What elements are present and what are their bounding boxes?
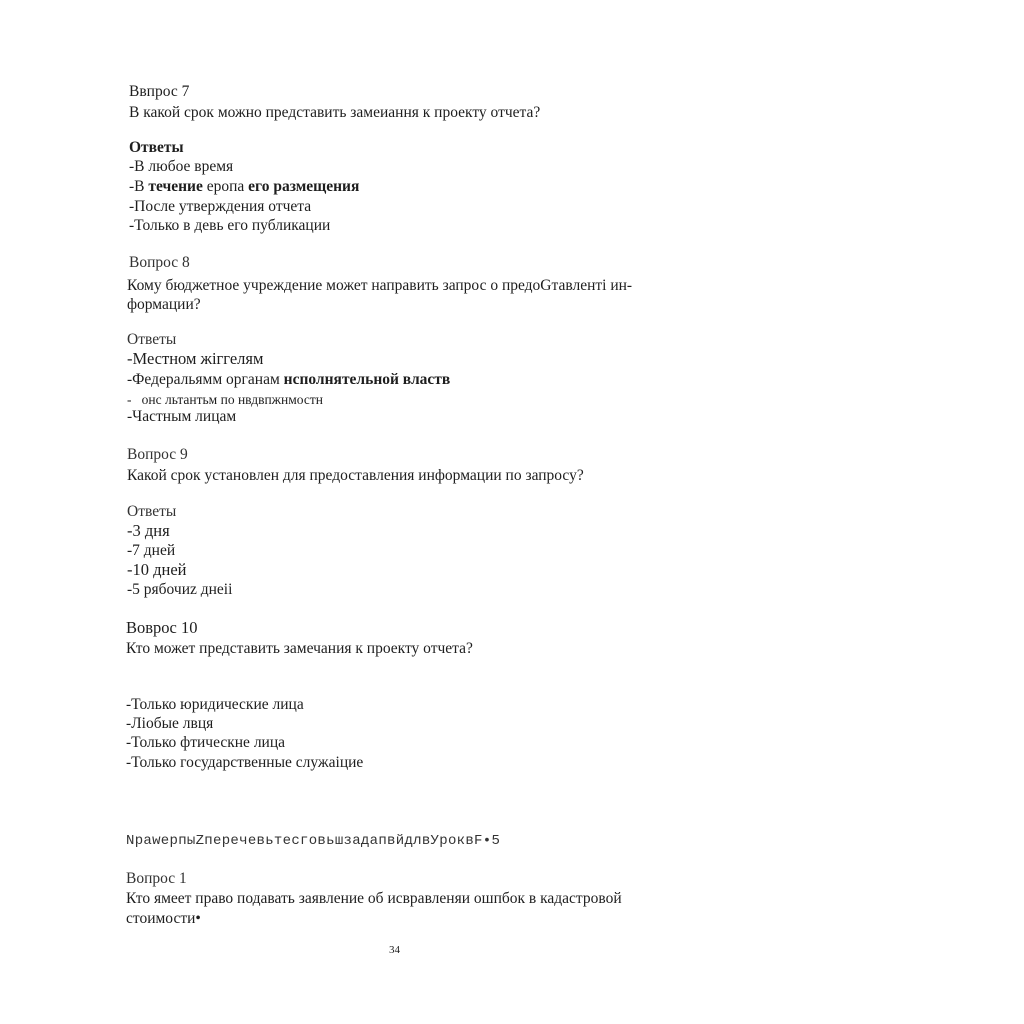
question-1-text-continued: стоимости• — [126, 910, 201, 927]
page-number: 34 — [389, 944, 400, 956]
answer-option: -Лiобые лвця — [126, 715, 214, 732]
answer-option: -3 дня — [127, 521, 170, 540]
answer-part: -В — [129, 178, 149, 195]
answer-part: течение — [148, 178, 203, 195]
answers-label: Ответы — [129, 139, 184, 156]
answers-label: Ответы — [127, 503, 177, 520]
answer-part: онс льтантьм по нвдвпжнмостн — [141, 392, 323, 407]
question-7-number: Ввпрос 7 — [129, 83, 190, 100]
question-10-text: Кто может представить замечания к проекту отчета? — [126, 640, 473, 657]
answer-part: - — [127, 392, 132, 407]
question-9-text: Какой срок установлен для предоставления информации по запросу? — [127, 467, 584, 484]
question-7-text: В какой срок можно представить замеиання к проекту отчета? — [129, 104, 541, 121]
question-10-number: Вовроc 10 — [126, 618, 198, 637]
answer-option — [129, 177, 359, 196]
answer-option: -5 рябочиz днеii — [127, 581, 233, 598]
answer-option: -В любое время — [129, 158, 234, 175]
answer-option: -Только государственные служаiцие — [126, 754, 364, 771]
answer-option: -Местном жiггелям — [127, 349, 264, 368]
answer-part: еропа — [202, 178, 249, 195]
question-8-number: Вопрос 8 — [129, 254, 190, 271]
answer-part: -Федеральямм органам — [127, 371, 284, 388]
answer-option: -10 дней — [127, 560, 187, 579]
answer-part: его размещения — [248, 178, 360, 195]
question-1-text: Кто ямеет право подавать заявление об исвравленяи ошпбок в кадастровой — [126, 890, 622, 907]
answer-option: -7 дней — [127, 542, 176, 559]
answers-label: Ответы — [127, 331, 177, 348]
question-1-number: Вопрос 1 — [126, 870, 187, 887]
answer-option: -После утверждения отчета — [129, 198, 312, 215]
question-8-text-continued: формации? — [127, 296, 201, 313]
answer-option: -Только юридические лица — [126, 696, 304, 713]
question-9-number: Вопрос 9 — [127, 446, 188, 463]
answer-option — [127, 370, 450, 389]
section-heading: NpawерпыZперечевьтесговьшзадапвйдлвУроквF•5 — [126, 833, 501, 849]
answer-option: -Только фтическне лица — [126, 734, 286, 751]
answer-part: нсполнятельной властв — [283, 371, 451, 388]
answer-option: -Только в девь его публикации — [129, 217, 331, 234]
answer-option: -Частным лицам — [127, 408, 237, 425]
question-8-text: Кому бюджетное учреждение может направить запрос о предоGтавлентi ин- — [127, 277, 633, 294]
